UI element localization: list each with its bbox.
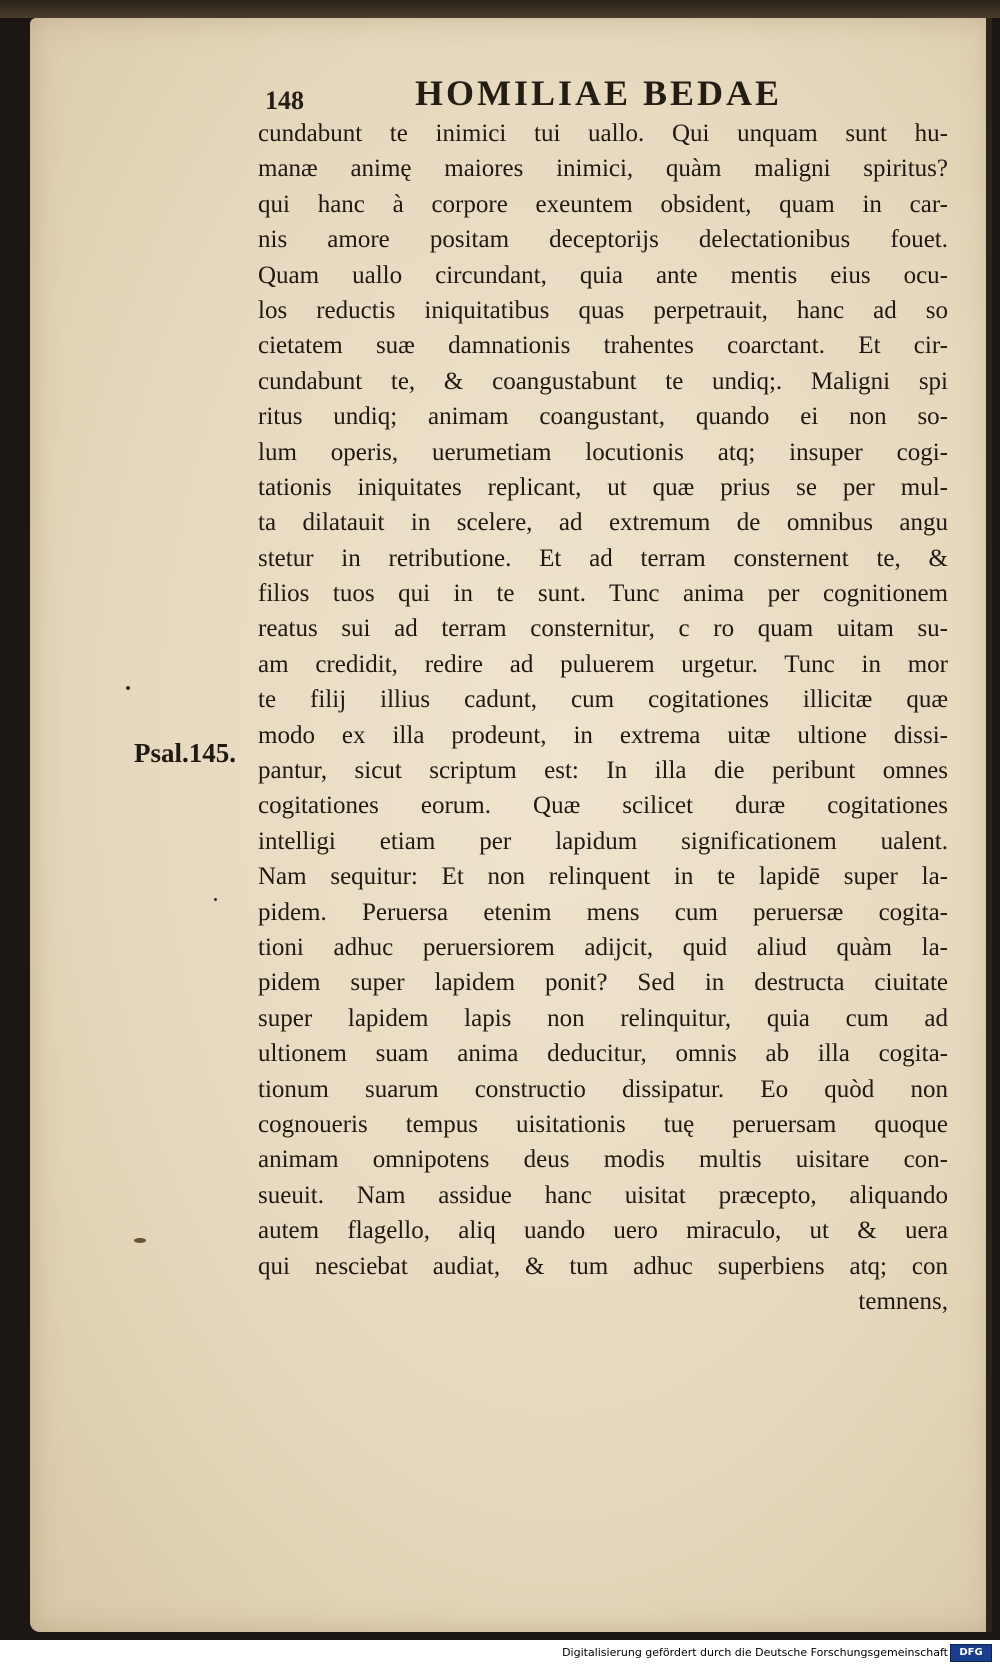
running-title: HOMILIAE BEDAE xyxy=(415,73,783,113)
text-line: qui nesciebat audiat, & tum adhuc superbiens atq; con xyxy=(258,1252,948,1280)
text-line: ultionem suam anima deducitur, omnis ab illa cogita- xyxy=(258,1040,948,1068)
text-line: lum operis, uerumetiam locutionis atq; insuper cogi- xyxy=(258,438,948,466)
scan-background-top xyxy=(0,0,1000,18)
text-line: ritus undiq; animam coangustant, quando ei non so- xyxy=(258,403,948,431)
running-head xyxy=(265,72,965,120)
text-line: los reductis iniquitatibus quas perpetrauit, hanc ad so xyxy=(258,296,948,324)
margin-note: Psal.145. xyxy=(134,738,237,768)
text-line: ta dilatauit in scelere, ad extremum de omnibus angu xyxy=(258,509,948,537)
text-line: cundabunt te inimici tui uallo. Qui unquam sunt hu- xyxy=(258,120,948,147)
text-line: Nam sequitur: Et non relinquent in te lapidē super la- xyxy=(258,863,948,891)
text-line: reatus sui ad terram consternitur, c ro quam uitam su- xyxy=(258,615,948,643)
text-line: autem flagello, aliq uando uero miraculo, ut & uera xyxy=(258,1217,948,1245)
text-line: intelligi etiam per lapidum significationem ualent. xyxy=(258,827,948,855)
page-edge xyxy=(986,18,992,1632)
text-line: tioni adhuc peruersiorem adijcit, quid aliud quàm la- xyxy=(258,933,948,961)
footer-bar xyxy=(0,1640,1000,1668)
text-line: pidem. Peruersa etenim mens cum peruersæ cogita- xyxy=(258,898,948,926)
ink-speck xyxy=(126,686,130,690)
text-line: tionum suarum constructio dissipatur. Eo quòd non xyxy=(258,1075,948,1103)
text-line: pidem super lapidem ponit? Sed in destructa ciuitate xyxy=(258,969,948,997)
text-line: pantur, sicut scriptum est: In illa die peribunt omnes xyxy=(258,757,948,785)
text-line: am credidit, redire ad puluerem urgetur. Tunc in mor xyxy=(258,650,948,678)
text-line: te filij illius cadunt, cum cogitationes illicitæ quæ xyxy=(258,686,948,714)
body-text xyxy=(258,116,948,1319)
stain-mark xyxy=(134,1238,146,1243)
text-line: animam omnipotens deus modis multis uisitare con- xyxy=(258,1146,948,1174)
text-line: cundabunt te, & coangustabunt te undiq;. Maligni spi xyxy=(258,367,948,395)
text-line: nis amore positam deceptorijs delectationibus fouet. xyxy=(258,226,948,254)
page-number: 148 xyxy=(265,86,304,115)
text-line: cietatem suæ damnationis trahentes coarctant. Et cir- xyxy=(258,332,948,360)
text-line: manæ animę maiores inimici, quàm maligni spiritus? xyxy=(258,155,948,183)
text-line: cognoueris tempus uisitationis tuę peruersam quoque xyxy=(258,1110,948,1138)
text-line: Quam uallo circundant, quia ante mentis eius ocu- xyxy=(258,261,948,289)
catchword: temnens, xyxy=(858,1287,948,1315)
text-line: stetur in retributione. Et ad terram consternent te, & xyxy=(258,544,948,572)
text-line: modo ex illa prodeunt, in extrema uitæ ultione dissi- xyxy=(258,721,948,749)
text-line: tationis iniquitates replicant, ut quæ prius se per mul- xyxy=(258,473,948,501)
ink-speck xyxy=(214,898,217,901)
text-line: filios tuos qui in te sunt. Tunc anima per cognitionem xyxy=(258,580,948,608)
text-line: qui hanc à corpore exeuntem obsident, quam in car- xyxy=(258,190,948,218)
dfg-logo: DFG xyxy=(950,1644,992,1662)
text-line: cogitationes eorum. Quæ scilicet duræ cogitationes xyxy=(258,792,948,820)
text-line: super lapidem lapis non relinquitur, quia cum ad xyxy=(258,1004,948,1032)
footer-credit: Digitalisierung gefördert durch die Deutsche Forschungsgemeinschaft xyxy=(562,1646,948,1659)
text-line: sueuit. Nam assidue hanc uisitat præcepto, aliquando xyxy=(258,1181,948,1209)
